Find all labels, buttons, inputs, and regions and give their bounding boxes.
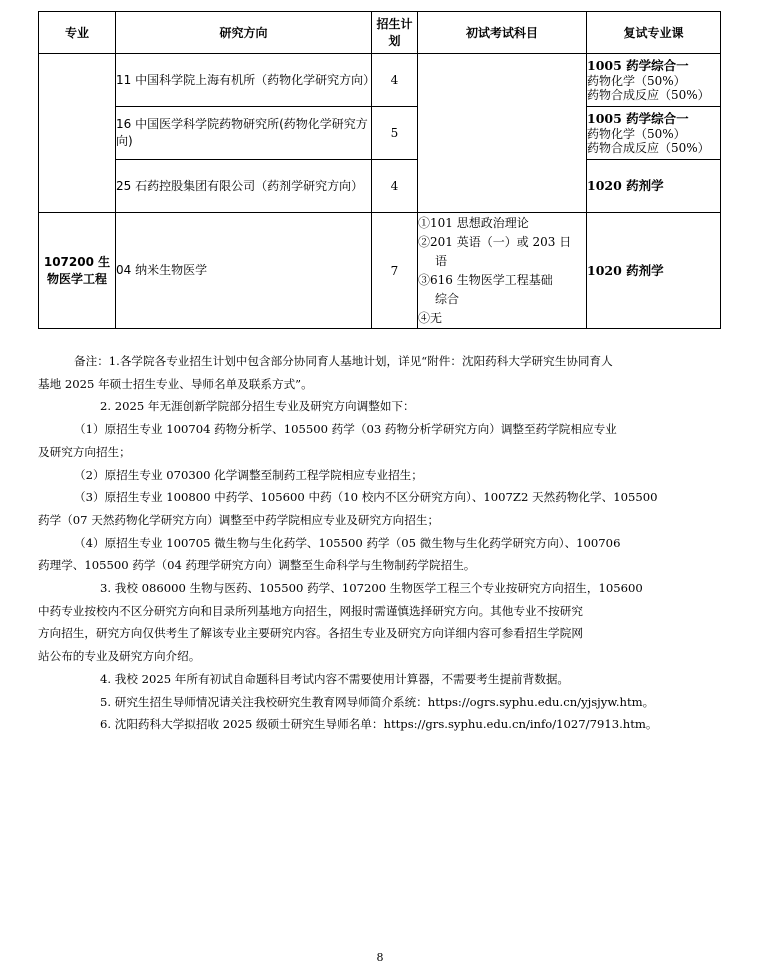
plan-cell: 4 xyxy=(372,160,418,213)
note-line: （4）原招生专业 100705 微生物与生化药学、105500 药学（05 微生物与生化药学研究方向）、100706 xyxy=(74,535,621,550)
admissions-table xyxy=(38,11,721,329)
note-line: 药学（07 天然药物化学研究方向）调整至中药学院相应专业及研究方向招生； xyxy=(38,512,440,527)
table-row xyxy=(39,160,721,213)
fushi-cell xyxy=(587,54,721,107)
fushi-title: 1005 药学综合一 xyxy=(587,111,689,126)
note-line: 中药专业按校内不区分研究方向和目录所列基地方向招生，网报时需谨慎选择研究方向。其他专业不按研究 xyxy=(38,603,583,618)
page-number: 8 xyxy=(376,951,384,964)
fushi-cell xyxy=(587,160,721,213)
exam-line: 语 xyxy=(435,253,448,268)
table-row xyxy=(39,54,721,107)
plan-cell: 4 xyxy=(372,54,418,107)
note-line: 5. 研究生招生导师情况请关注我校研究生教育网导师简介系统：https://ogrs.syphu.edu.cn/yjsjyw.htm。 xyxy=(100,694,655,709)
note-line: 2. 2025 年无涯创新学院部分招生专业及研究方向调整如下： xyxy=(100,399,415,414)
header-direction: 研究方向 xyxy=(116,12,372,54)
exam-cell xyxy=(418,213,587,329)
fushi-title: 1020 药剂学 xyxy=(587,262,664,278)
fushi-line: 药物化学（50%） xyxy=(587,74,686,88)
table-row xyxy=(39,107,721,160)
plan-cell: 5 xyxy=(372,107,418,160)
exam-line: ②201 英语（一）或 203 日 xyxy=(418,234,572,249)
fushi-title: 1020 药剂学 xyxy=(587,178,664,193)
note-line: 4. 我校 2025 年所有初试自命题科目考试内容不需要使用计算器，不需要考生提前背数据。 xyxy=(100,671,570,686)
note-line: 方向招生，研究方向仅供考生了解该专业主要研究内容。各招生专业及研究方向详细内容可参看招生学院网 xyxy=(38,626,583,641)
note-line: 6. 沈阳药科大学拟招收 2025 级硕士研究生导师名单：https://grs.syphu.edu.cn/info/1027/7913.htm。 xyxy=(100,717,658,732)
exam-line: 综合 xyxy=(435,291,460,306)
note-line: 站公布的专业及研究方向介绍。 xyxy=(38,649,201,664)
direction-cell: 16 中国医学科学院药物研究所(药物化学研究方向) xyxy=(116,107,372,160)
direction-cell: 11 中国科学院上海有机所（药物化学研究方向） xyxy=(116,54,372,107)
exam-line: ③616 生物医学工程基础 xyxy=(418,272,553,287)
exam-line: ①101 思想政治理论 xyxy=(418,215,529,230)
header-plan: 招生计划 xyxy=(372,12,418,54)
note-line: （1）原招生专业 100704 药物分析学、105500 药学（03 药物分析学研究方向）调整至药学院相应专业 xyxy=(74,422,617,437)
table-header-row xyxy=(39,12,721,54)
note-line: 3. 我校 086000 生物与医药、105500 药学、107200 生物医学工程三个专业按研究方向招生，105600 xyxy=(100,581,643,596)
fushi-title: 1005 药学综合一 xyxy=(587,58,689,73)
major-cell-empty xyxy=(39,54,116,213)
table-row xyxy=(39,213,721,329)
exam-cell-empty xyxy=(418,54,587,213)
notes-section xyxy=(38,350,726,736)
fushi-line: 药物合成反应（50%） xyxy=(587,141,710,155)
fushi-cell xyxy=(587,213,721,329)
note-line: （3）原招生专业 100800 中药学、105600 中药（10 校内不区分研究方向）、1007Z2 天然药物化学、105500 xyxy=(74,490,658,505)
exam-line: ④无 xyxy=(418,310,443,325)
header-major: 专业 xyxy=(39,12,116,54)
note-line: （2）原招生专业 070300 化学调整至制药工程学院相应专业招生； xyxy=(74,467,423,482)
plan-cell: 7 xyxy=(372,213,418,329)
note-line: 及研究方向招生； xyxy=(38,444,131,459)
header-exam: 初试考试科目 xyxy=(418,12,587,54)
note-line: 基地 2025 年硕士招生专业、导师名单及联系方式”。 xyxy=(38,376,313,391)
note-line: 药理学、105500 药学（04 药理学研究方向）调整至生命科学与生物制药学院招生。 xyxy=(38,558,476,573)
note-line: 备注：1.各学院各专业招生计划中包含部分协同育人基地计划，详见“附件：沈阳药科大学研究生协同育人 xyxy=(74,354,613,368)
fushi-line: 药物化学（50%） xyxy=(587,127,686,141)
header-fushi: 复试专业课 xyxy=(587,12,721,54)
fushi-cell xyxy=(587,107,721,160)
major-cell: 107200 生物医学工程 xyxy=(39,213,116,329)
fushi-line: 药物合成反应（50%） xyxy=(587,88,710,102)
direction-cell: 04 纳米生物医学 xyxy=(116,213,372,329)
direction-cell: 25 石药控股集团有限公司（药剂学研究方向） xyxy=(116,160,372,213)
